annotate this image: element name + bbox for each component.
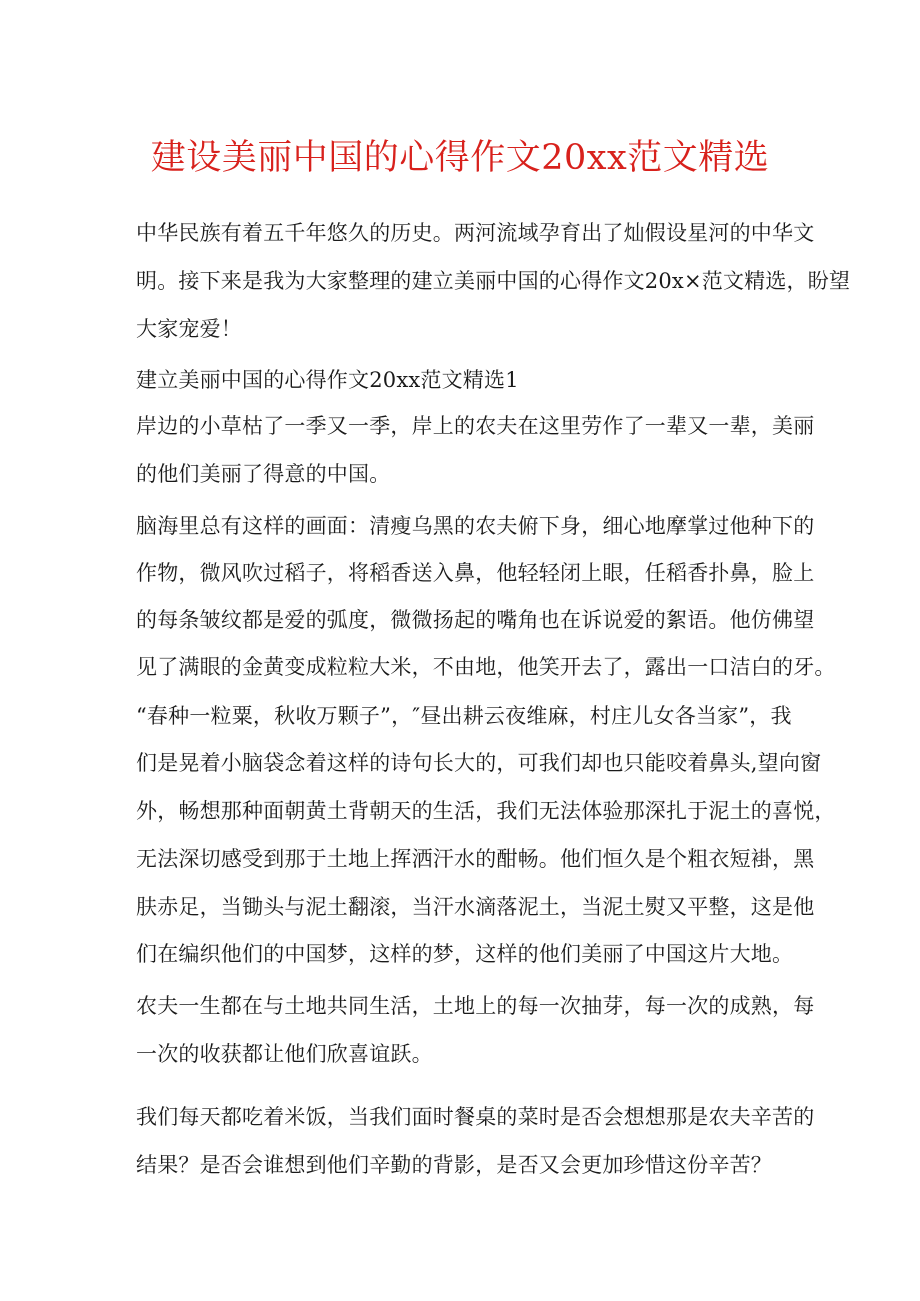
paragraph-line: 结果？是否会谁想到他们辛勤的背影，是否又会更加珍惜这份辛苦？ (136, 1153, 772, 1177)
paragraph-line: 岸边的小草枯了一季又一季，岸上的农夫在这里劳作了一辈又一辈，美丽 (136, 414, 815, 438)
paragraph-line: 无法深切感受到那于土地上挥洒汗水的酣畅。他们恒久是个粗衣短褂，黑 (136, 847, 815, 871)
paragraph-line: 肤赤足，当锄头与泥土翻滚，当汗水滴落泥土，当泥土熨又平整，这是他 (136, 895, 815, 919)
intro-line: 大家宠爱！ (136, 317, 242, 341)
paragraph-line: 一次的收获都让他们欣喜谊跃。 (136, 1042, 433, 1066)
paragraph-line: 见了满眼的金黄变成粒粒大米，不由地，他笑开去了，露出一口洁白的牙。 (136, 655, 836, 679)
intro-line: 明。接下来是我为大家整理的建立美丽中国的心得作文20x×范文精选，盼望 (136, 269, 851, 293)
paragraph-line: 的每条皱纹都是爱的弧度，微微扬起的嘴角也在诉说爱的絮语。他仿佛望 (136, 608, 815, 632)
paragraph-line: 作物，微风吹过稻子，将稻香送入鼻，他轻轻闭上眼，任稻香扑鼻，脸上 (136, 561, 815, 585)
document-title: 建设美丽中国的心得作文20xx范文精选 (150, 138, 770, 178)
paragraph-line: 们是晃着小脑袋念着这样的诗句长大的，可我们却也只能咬着鼻头,望向窗 (136, 751, 822, 775)
paragraph-line: 外，畅想那种面朝黄土背朝天的生活，我们无法体验那深扎于泥土的喜悦， (136, 799, 836, 823)
paragraph-line: 脑海里总有这样的画面：清瘦乌黑的农夫俯下身，细心地摩掌过他种下的 (136, 514, 815, 538)
paragraph-line: “春种一粒粟，秋收万颗子”，″昼出耕云夜维麻，村庄儿女各当家”，我 (136, 704, 792, 728)
paragraph-line: 的他们美丽了得意的中国。 (136, 462, 391, 486)
paragraph-line: 我们每天都吃着米饭，当我们面时餐桌的菜时是否会想想那是农夫辛苦的 (136, 1105, 815, 1129)
paragraph-line: 农夫一生都在与土地共同生活，土地上的每一次抽芽，每一次的成熟，每 (136, 994, 815, 1018)
paragraph-line: 们在编织他们的中国梦，这样的梦，这样的他们美丽了中国这片大地。 (136, 942, 794, 966)
intro-line: 中华民族有着五千年悠久的历史。两河流域孕育出了灿假设星河的中华文 (136, 221, 815, 245)
section-heading: 建立美丽中国的心得作文20xx范文精选1 (136, 368, 519, 392)
